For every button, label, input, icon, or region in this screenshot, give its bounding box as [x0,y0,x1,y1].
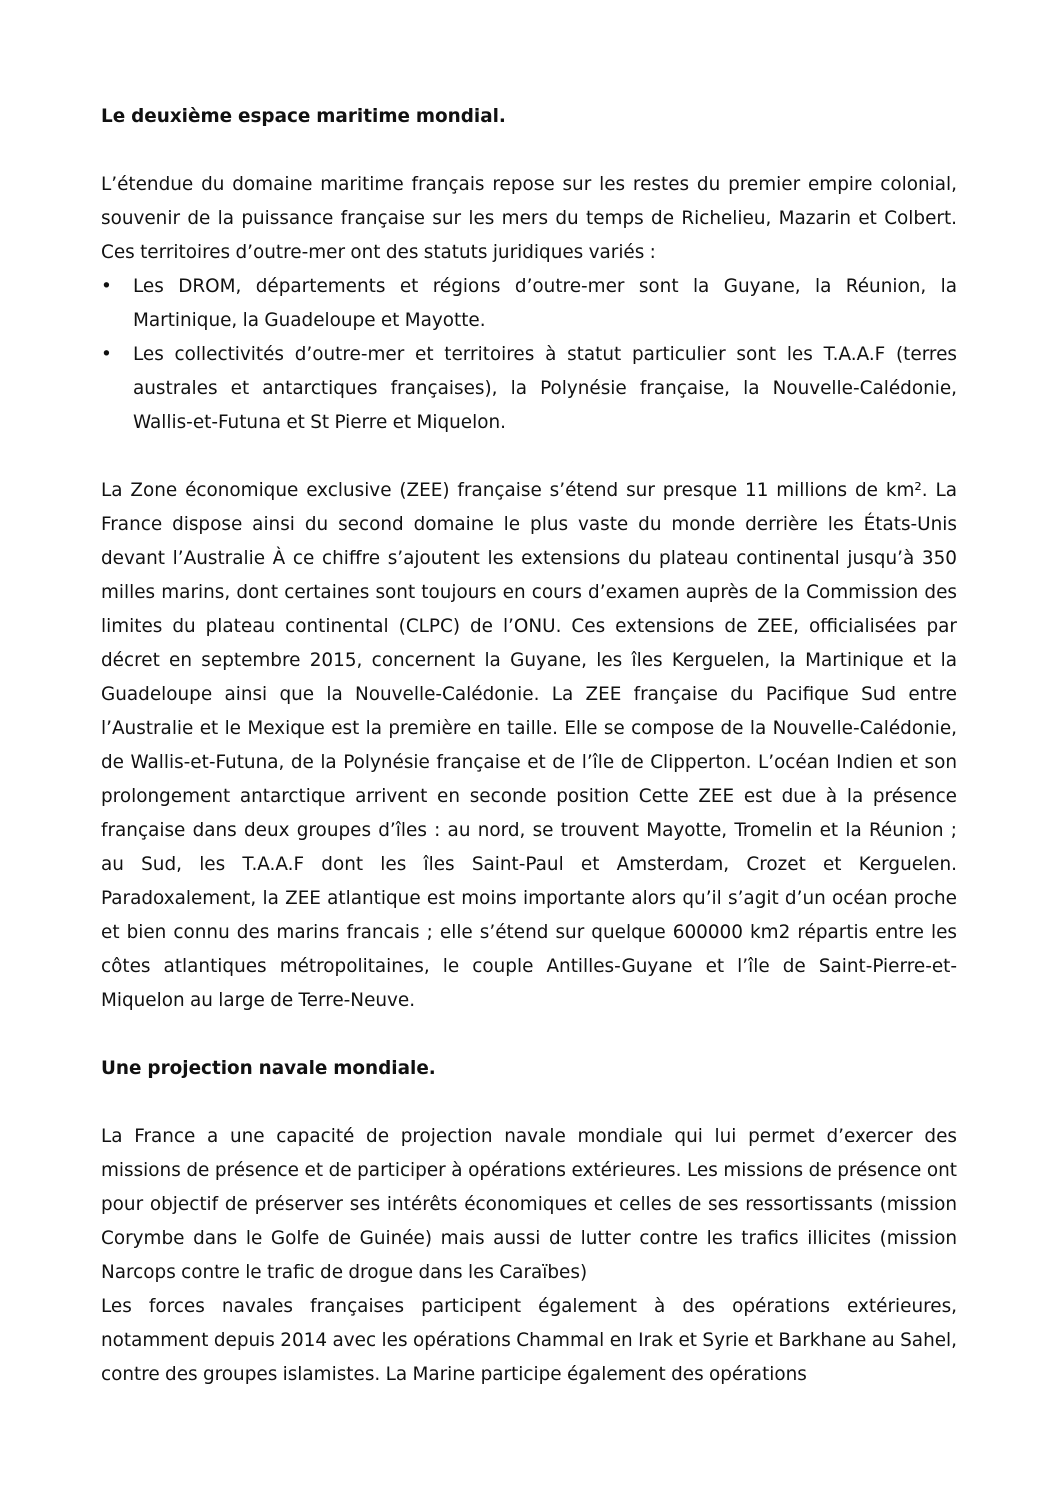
territories-list [101,270,957,440]
list-item-text: Les collectivités d’outre-mer et territoires à statut particulier sont les T.A.A.F (terres australes et antarctiques françaises), la Polynésie française, la Nouvelle-Calédonie, Wallis-et-Futuna et St Pierre et Miquelon. [133,344,957,433]
list-item-text: Les DROM, départements et régions d’outre-mer sont la Guyane, la Réunion, la Martinique, la Guadeloupe et Mayotte. [133,276,957,331]
spacer [101,1086,957,1120]
paragraph-zee: La Zone économique exclusive (ZEE) française s’étend sur presque 11 millions de km². La France dispose ainsi du second domaine le plus vaste du monde derrière les États-Unis devant l’Australie À ce chiffre s’ajoutent les extensions du plateau continental jusqu’à 350 milles marins, dont certaines sont toujours en cours d’examen auprès de la Commission des limites du plateau continental (CLPC) de l’ONU. Ces extensions de ZEE, officialisées par décret en septembre 2015, concernent la Guyane, les îles Kerguelen, la Martinique et la Guadeloupe ainsi que la Nouvelle-Calédonie. La ZEE française du Pacifique Sud entre l’Australie et le Mexique est la première en taille. Elle se compose de la Nouvelle-Calédonie, de Wallis-et-Futuna, de la Polynésie française et de l’île de Clipperton. L’océan Indien et son prolongement antarctique arrivent en seconde position Cette ZEE est due à la présence française dans deux groupes d’îles : au nord, se trouvent Mayotte, Tromelin et la Réunion ; au Sud, les T.A.A.F dont les îles Saint-Paul et Amsterdam, Crozet et Kerguelen. Paradoxalement, la ZEE atlantique est moins importante alors qu’il s’agit d’un océan proche et bien connu des marins francais ; elle s’étend sur quelque 600000 km2 répartis entre les côtes atlantiques métropolitaines, le couple Antilles-Guyane et l’île de Saint-Pierre-et-Miquelon au large de Terre-Neuve. [101,480,957,1011]
spacer [101,1018,957,1052]
spacer [101,440,957,474]
bullet-icon: • [101,276,112,297]
paragraph-naval-operations: Les forces navales françaises participent également à des opérations extérieures, notamment depuis 2014 avec les opérations Chammal en Irak et Syrie et Barkhane au Sahel, contre des groupes islamistes. La Marine participe également des opérations [101,1296,957,1385]
spacer [101,134,957,168]
section-heading-naval-projection: Une projection navale mondiale. [101,1058,436,1079]
paragraph-intro: L’étendue du domaine maritime français repose sur les restes du premier empire colonial, souvenir de la puissance française sur les mers du temps de Richelieu, Mazarin et Colbert. Ces territoires d’outre-mer ont des statuts juridiques variés : [101,174,957,263]
document-page [101,100,957,1392]
paragraph-naval-missions: La France a une capacité de projection navale mondiale qui lui permet d’exercer des missions de présence et de participer à opérations extérieures. Les missions de présence ont pour objectif de préserver ses intérêts économiques et celles de ses ressortissants (mission Corymbe dans le Golfe de Guinée) mais aussi de lutter contre les trafics illicites (mission Narcops contre le trafic de drogue dans les Caraïbes) [101,1126,957,1283]
list-item-drom [101,270,957,338]
list-item-collectivites [101,338,957,440]
section-heading-maritime-space: Le deuxième espace maritime mondial. [101,106,506,127]
bullet-icon: • [101,344,112,365]
